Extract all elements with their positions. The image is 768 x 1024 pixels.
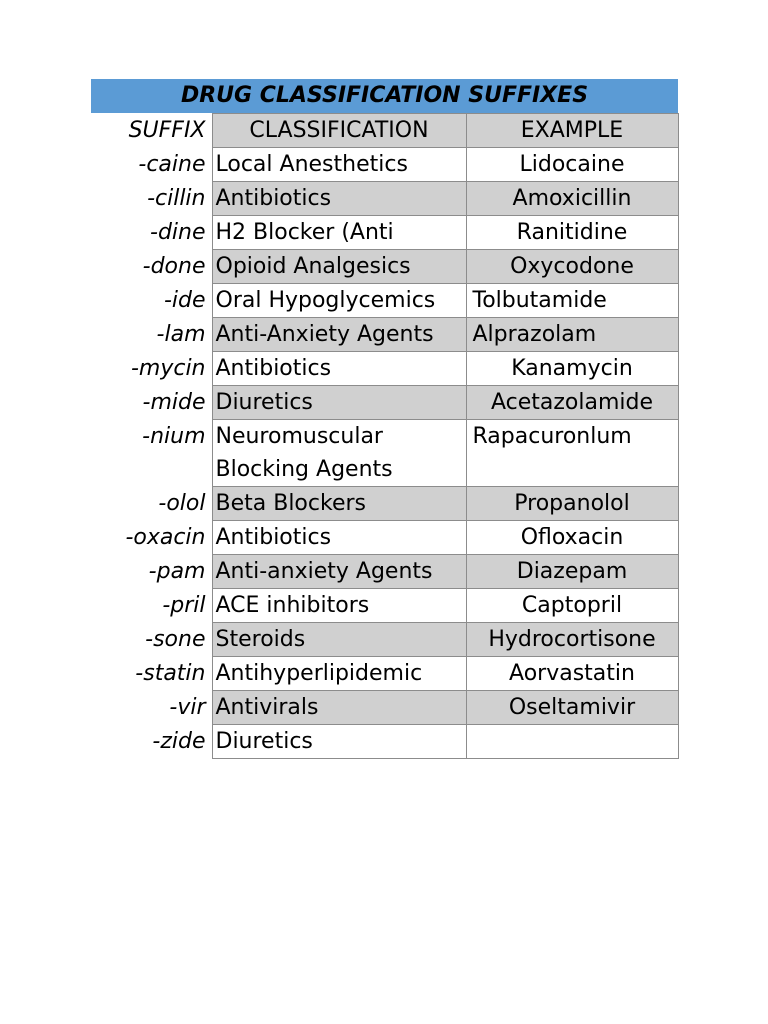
table-row xyxy=(91,657,678,691)
classification-cell: Anti-Anxiety Agents xyxy=(212,318,466,352)
example-cell: Acetazolamide xyxy=(466,386,678,420)
table-title: DRUG CLASSIFICATION SUFFIXES xyxy=(91,79,678,113)
example-cell: Hydrocortisone xyxy=(466,623,678,657)
table-row xyxy=(91,691,678,725)
classification-cell: Antibiotics xyxy=(212,352,466,386)
suffix-cell: -pril xyxy=(162,592,206,618)
example-cell xyxy=(466,725,678,759)
classification-cell: H2 Blocker (Anti xyxy=(212,216,466,250)
classification-cell: Steroids xyxy=(212,623,466,657)
example-cell: Oxycodone xyxy=(466,250,678,284)
example-cell: Ranitidine xyxy=(466,216,678,250)
classification-cell: Beta Blockers xyxy=(212,487,466,521)
table-row xyxy=(91,284,678,318)
suffix-cell: -cillin xyxy=(147,185,206,211)
classification-cell: Local Anesthetics xyxy=(212,148,466,182)
classification-cell: Antihyperlipidemic xyxy=(212,657,466,691)
header-suffix: SUFFIX xyxy=(91,114,212,148)
suffix-cell: -nium xyxy=(142,423,206,449)
suffix-table xyxy=(91,113,679,759)
example-cell: Lidocaine xyxy=(466,148,678,182)
classification-cell: Opioid Analgesics xyxy=(212,250,466,284)
table-row xyxy=(91,725,678,759)
classification-cell: Antivirals xyxy=(212,691,466,725)
example-cell: Ofloxacin xyxy=(466,521,678,555)
suffix-cell: -mycin xyxy=(130,355,206,381)
table-row xyxy=(91,318,678,352)
suffix-cell: -caine xyxy=(138,151,206,177)
example-cell: Propanolol xyxy=(466,487,678,521)
header-example: EXAMPLE xyxy=(466,114,678,148)
suffix-cell: -vir xyxy=(169,694,206,720)
example-cell: Kanamycin xyxy=(466,352,678,386)
table-row xyxy=(91,148,678,182)
suffix-cell: -dine xyxy=(150,219,206,245)
suffix-cell: -zide xyxy=(152,728,206,754)
example-cell: Captopril xyxy=(466,589,678,623)
suffix-cell: -done xyxy=(142,253,206,279)
table-row xyxy=(91,250,678,284)
table-row xyxy=(91,555,678,589)
suffix-cell: -lam xyxy=(156,321,206,347)
classification-cell: Antibiotics xyxy=(212,521,466,555)
classification-cell: ACE inhibitors xyxy=(212,589,466,623)
table-row xyxy=(91,623,678,657)
table-row xyxy=(91,182,678,216)
suffix-cell: -oxacin xyxy=(125,524,206,550)
suffix-cell: -mide xyxy=(142,389,206,415)
classification-cell: Diuretics xyxy=(212,725,466,759)
example-cell: Alprazolam xyxy=(466,318,678,352)
suffix-table-sheet xyxy=(91,79,678,759)
example-cell: Amoxicillin xyxy=(466,182,678,216)
suffix-cell: -statin xyxy=(135,660,206,686)
suffix-cell: -pam xyxy=(148,558,206,584)
table-row xyxy=(91,216,678,250)
suffix-cell: -ide xyxy=(163,287,206,313)
classification-cell: Neuromuscular Blocking Agents xyxy=(212,420,466,487)
example-cell: Rapacuronlum xyxy=(466,420,678,487)
classification-cell: Diuretics xyxy=(212,386,466,420)
table-row xyxy=(91,589,678,623)
suffix-cell: -olol xyxy=(158,490,206,516)
header-classification: CLASSIFICATION xyxy=(212,114,466,148)
classification-cell: Oral Hypoglycemics xyxy=(212,284,466,318)
table-row xyxy=(91,352,678,386)
classification-cell: Antibiotics xyxy=(212,182,466,216)
example-cell: Aorvastatin xyxy=(466,657,678,691)
table-header-row xyxy=(91,114,678,148)
suffix-cell: -sone xyxy=(145,626,206,652)
example-cell: Diazepam xyxy=(466,555,678,589)
table-row xyxy=(91,487,678,521)
example-cell: Oseltamivir xyxy=(466,691,678,725)
example-cell: Tolbutamide xyxy=(466,284,678,318)
classification-cell: Anti-anxiety Agents xyxy=(212,555,466,589)
table-row xyxy=(91,521,678,555)
table-row xyxy=(91,420,678,487)
table-row xyxy=(91,386,678,420)
